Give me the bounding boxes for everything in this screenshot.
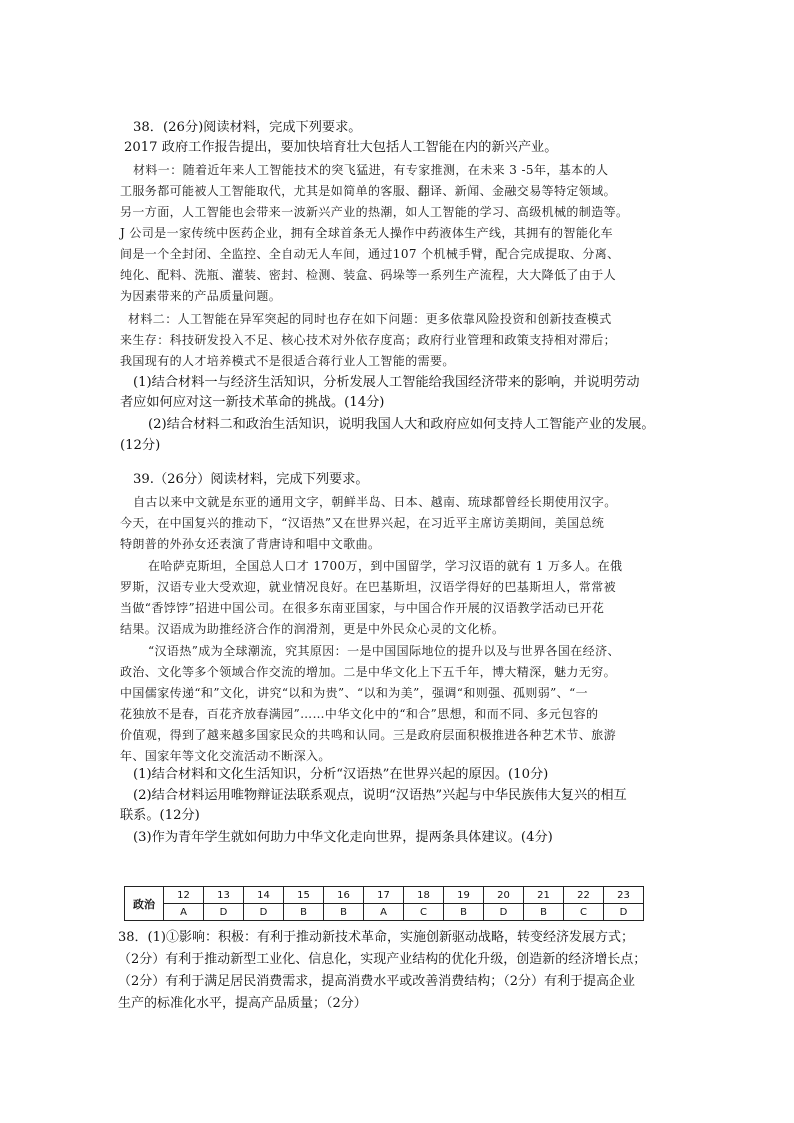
q38-subquestion-1: (1)结合材料一与经济生活知识，分析发展人工智能给我国经济带来的影响，并说明劳动 [133, 375, 640, 390]
answer-key-answer-row [125, 904, 644, 921]
q39-paragraph1-line: 特朗普的外孙女还表演了背唐诗和唱中文歌曲。 [120, 537, 381, 551]
q39-subquestion-2: (2)结合材料运用唯物辩证法联系观点，说明“汉语热”兴起与中华民族伟大复兴的相互 [133, 788, 627, 803]
q38-subquestion-2: (2)结合材料二和政治生活知识，说明我国人大和政府应如何支持人工智能产业的发展。 [148, 417, 655, 432]
question-number-cell: 19 [444, 887, 484, 904]
question-number-cell: 13 [204, 887, 244, 904]
answer-cell: C [564, 904, 604, 921]
answer-cell: D [204, 904, 244, 921]
q39-paragraph2-line: 当做“香饽饽”招进中国公司。在很多东南亚国家，与中国合作开展的汉语教学活动已开花 [120, 601, 605, 615]
q38-material1-line: J 公司是一家传统中医药企业，拥有全球首条无人操作中药液体生产线，其拥有的智能化车 [120, 226, 614, 240]
q39-paragraph2-line: 罗斯，汉语专业大受欢迎，就业情况良好。在巴基斯坦，汉语学得好的巴基斯坦人，常常被 [120, 580, 617, 594]
answer-cell: D [484, 904, 524, 921]
q39-subquestion-3: (3)作为青年学生就如何助力中华文化走向世界，提两条具体建议。(4分) [133, 830, 553, 845]
q38-material1-line: 间是一个全封闭、全监控、全自动无人车间，通过107 个机械手臂，配合完成提取、分离、 [120, 247, 620, 261]
answer-cell: B [444, 904, 484, 921]
answer-cell: B [524, 904, 564, 921]
question-number-cell: 14 [244, 887, 284, 904]
q38-material1-line: 材料一：随着近年来人工智能技术的突飞猛进，有专家推测，在未来 3 -5年，基本的人 [133, 163, 609, 177]
q38-subquestion-1-cont: 者应如何应对这一新技术革命的挑战。(14分) [120, 395, 385, 410]
q38-material1-line: 工服务都可能被人工智能取代，尤其是如简单的客服、翻译、新闻、金融交易等特定领域。 [120, 184, 617, 198]
question-number-cell: 16 [324, 887, 364, 904]
answer-cell: D [604, 904, 644, 921]
q38-material1-line: 纯化、配料、洗瓶、灌装、密封、检测、装盒、码垛等一系列生产流程，大大降低了由于人 [120, 268, 617, 282]
q39-paragraph3-line: 中国儒家传递“和”文化，讲究“以和为贵”、“以和为美”，强调“和则强、孤则弱”、“一 [120, 686, 589, 700]
q39-heading: 39.（26分）阅读材料，完成下列要求。 [133, 472, 369, 487]
q38-material1-line: 另一方面，人工智能也会带来一波新兴产业的热潮，如人工智能的学习、高级机械的制造等。 [120, 205, 629, 219]
q39-paragraph2-line: 在哈萨克斯坦，全国总人口才 1700万，到中国留学，学习汉语的就有 1 万多人。在俄 [148, 559, 623, 573]
question-number-cell: 22 [564, 887, 604, 904]
q38-material2-line: 我国现有的人才培养模式不是很适合蒋行业人工智能的需要。 [120, 354, 455, 368]
question-number-cell: 18 [404, 887, 444, 904]
q38-intro: 2017 政府工作报告提出，要加快培育壮大包括人工智能在内的新兴产业。 [124, 140, 558, 155]
question-number-cell: 20 [484, 887, 524, 904]
q38-subquestion-2-cont: (12分) [120, 438, 161, 453]
answer-cell: C [404, 904, 444, 921]
answer-cell: A [164, 904, 204, 921]
question-number-cell: 23 [604, 887, 644, 904]
answer-key-number-row [125, 887, 644, 904]
q39-paragraph3-line: 政治、文化等多个领域合作交流的增加。二是中华文化上下五千年，博大精深，魅力无穷。 [120, 665, 617, 679]
q39-subquestion-2-cont: 联系。(12分) [120, 808, 200, 823]
question-number-cell: 21 [524, 887, 564, 904]
answer38-line: （2分）有利于推动新型工业化、信息化，实现产业结构的优化升级，创造新的经济增长点； [118, 952, 647, 967]
answer-cell: B [324, 904, 364, 921]
question-number-cell: 17 [364, 887, 404, 904]
subject-cell: 政治 [125, 887, 164, 921]
q38-heading: 38．(26分)阅读材料，完成下列要求。 [133, 120, 362, 135]
q39-paragraph3-line: “汉语热”成为全球潮流，究其原因：一是中国国际地位的提升以及与世界各国在经济、 [148, 644, 620, 658]
answer38-line: 生产的标准化水平，提高产品质量；（2分） [118, 996, 367, 1011]
q39-paragraph1-line: 自古以来中文就是东亚的通用文字，朝鲜半岛、日本、越南、琉球都曾经长期使用汉字。 [133, 495, 617, 509]
q39-paragraph1-line: 今天，在中国复兴的推动下，“汉语热”又在世界兴起，在习近平主席访美期间，美国总统 [120, 516, 605, 530]
answer-cell: B [284, 904, 324, 921]
q38-material2-line: 材料二：人工智能在异军突起的同时也存在如下问题：更多依靠风险投资和创新技查模式 [128, 312, 612, 326]
question-number-cell: 15 [284, 887, 324, 904]
answer38-line: （2分）有利于满足居民消费需求，提高消费水平或改善消费结构；（2分）有利于提高企业 [118, 974, 636, 989]
answer-cell: D [244, 904, 284, 921]
q38-material2-line: 来生存：科技研发投入不足、核心技术对外依存度高；政府行业管理和政策支持相对滞后； [120, 333, 617, 347]
q38-material1-line: 为因素带来的产品质量问题。 [120, 289, 282, 303]
q39-paragraph3-line: 花独放不是春，百花齐放春满园”……中华文化中的“和合”思想，和而不同、多元包容的 [120, 707, 599, 721]
q39-paragraph2-line: 结果。汉语成为助推经济合作的润滑剂，更是中外民众心灵的文化桥。 [120, 622, 505, 636]
answer-key-table [124, 886, 644, 921]
q39-paragraph3-line: 年、国家年等文化交流活动不断深入。 [120, 749, 331, 763]
answer-cell: A [364, 904, 404, 921]
answer38-line: 38．(1)①影响：积极：有利于推动新技术革命，实施创新驱动战略，转变经济发展方式； [118, 930, 634, 945]
q39-subquestion-1: (1)结合材料和文化生活知识，分析“汉语热”在世界兴起的原因。(10分) [133, 767, 549, 782]
q39-paragraph3-line: 价值观，得到了越来越多国家民众的共鸣和认同。三是政府层面积极推进各种艺术节、旅游 [120, 728, 617, 742]
question-number-cell: 12 [164, 887, 204, 904]
